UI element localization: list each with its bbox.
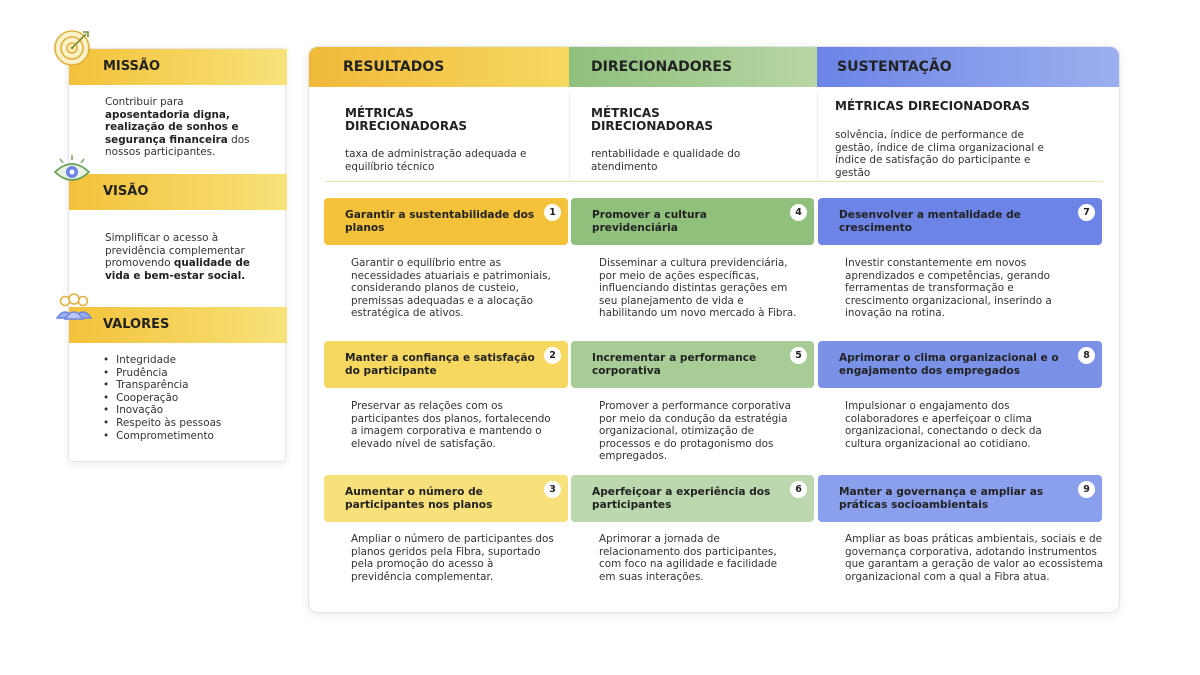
valor-item: • Cooperação: [103, 392, 221, 405]
missao-text: Contribuir para aposentadoria digna, realização de sonhos e segurança financeira dos nossos participantes.: [105, 96, 250, 159]
objective-box[interactable]: [571, 341, 814, 388]
objective-box[interactable]: [571, 475, 814, 522]
objective-text: Garantir o equilíbrio entre as necessidades atuariais e patrimoniais, considerando planos de custeio, premissas adequadas e a alocação estratégica de ativos.: [351, 257, 551, 320]
strategy-map: [308, 46, 1120, 613]
objective-number: 4: [790, 204, 807, 221]
objective-title: Garantir a sustentabilidade dos planos: [345, 209, 535, 234]
objective-number: 6: [790, 481, 807, 498]
eye-icon: [52, 152, 92, 192]
metric-title: MÉTRICAS DIRECIONADORAS: [591, 106, 713, 133]
metric-title: MÉTRICAS DIRECIONADORAS: [835, 99, 1030, 113]
missao-header: [69, 49, 287, 85]
objective-number: 2: [544, 347, 561, 364]
objective-number: 9: [1078, 481, 1095, 498]
visao-text: Simplificar o acesso à previdência complementar promovendo qualidade de vida e bem-estar social.: [105, 232, 250, 282]
missao-title: MISSÃO: [103, 59, 161, 74]
objective-box[interactable]: [571, 198, 814, 245]
objective-text: Disseminar a cultura previdenciária, por meio de ações específicas, influenciando distintas gerações em seu planejamento de vida e habilitando um novo mercado à Fibra.: [599, 257, 797, 320]
visao-header: [69, 174, 287, 210]
objective-text: Aprimorar a jornada de relacionamento dos participantes, com foco na agilidade e facilidade em suas interações.: [599, 533, 778, 583]
column-header-resultados: RESULTADOS: [309, 47, 569, 87]
objective-title: Aprimorar o clima organizacional e o engajamento dos empregados: [839, 352, 1059, 377]
objective-text: Preservar as relações com os participantes dos planos, fortalecendo a imagem corporativa e mantendo o elevado nível de satisfação.: [351, 400, 551, 450]
metric-description: solvência, índice de performance de gestão, índice de clima organizacional e índice de satisfação do participante e gestão: [835, 129, 1044, 179]
objective-number: 3: [544, 481, 561, 498]
objective-title: Promover a cultura previdenciária: [592, 209, 707, 234]
metric-title: MÉTRICAS DIRECIONADORAS: [345, 106, 467, 133]
objective-number: 7: [1078, 204, 1095, 221]
objective-title: Manter a confiança e satisfação do participante: [345, 352, 535, 377]
metric-description: taxa de administração adequada e equilíbrio técnico: [345, 148, 527, 173]
objective-text: Ampliar o número de participantes dos planos geridos pela Fibra, suportado pela promoção do acesso à previdência complementar.: [351, 533, 554, 583]
valores-list: [103, 354, 221, 442]
valor-item: • Respeito às pessoas: [103, 417, 221, 430]
objective-title: Manter a governança e ampliar as práticas socioambientais: [839, 486, 1044, 511]
objective-text: Promover a performance corporativa por meio da condução da estratégia organizacional, otimização de processos e do protagonismo dos empregados.: [599, 400, 792, 463]
column-divider: [817, 91, 818, 181]
objective-box[interactable]: [324, 198, 568, 245]
objective-box[interactable]: [324, 341, 568, 388]
valor-item: • Comprometimento: [103, 430, 221, 443]
people-icon: [54, 288, 94, 328]
target-icon: [52, 28, 92, 68]
objective-box[interactable]: [324, 475, 568, 522]
column-divider: [569, 91, 570, 181]
objective-title: Aperfeiçoar a experiência dos participantes: [592, 486, 771, 511]
valor-item: • Integridade: [103, 354, 221, 367]
section-divider: [325, 181, 1103, 182]
objective-text: Impulsionar o engajamento dos colaboradores e aperfeiçoar o clima organizacional, conectando o deck da cultura organizacional ao cotidiano.: [845, 400, 1042, 450]
objective-text: Investir constantemente em novos aprendizados e competências, gerando ferramentas de transformação e crescimento organizacional, inserindo a inovação na rotina.: [845, 257, 1052, 320]
objective-number: 1: [544, 204, 561, 221]
objective-box[interactable]: [818, 198, 1102, 245]
column-header-sustentacao: SUSTENTAÇÃO: [817, 47, 1120, 87]
objective-title: Desenvolver a mentalidade de crescimento: [839, 209, 1021, 234]
column-header-direcionadores: DIRECIONADORES: [569, 47, 817, 87]
valor-item: • Inovação: [103, 404, 221, 417]
valores-title: VALORES: [103, 317, 170, 332]
objective-title: Aumentar o número de participantes nos planos: [345, 486, 493, 511]
valores-header: [69, 307, 287, 343]
valor-item: • Prudência: [103, 367, 221, 380]
objective-box[interactable]: [818, 475, 1102, 522]
objective-number: 8: [1078, 347, 1095, 364]
visao-title: VISÃO: [103, 184, 149, 199]
objective-title: Incrementar a performance corporativa: [592, 352, 757, 377]
identity-card: [68, 48, 286, 462]
objective-number: 5: [790, 347, 807, 364]
objective-text: Ampliar as boas práticas ambientais, sociais e de governança corporativa, adotando instrumentos que garantam a geração de valor ao ecossistema organizacional com a qual a Fibra atua.: [845, 533, 1104, 583]
valor-item: • Transparência: [103, 379, 221, 392]
objective-box[interactable]: [818, 341, 1102, 388]
metric-description: rentabilidade e qualidade do atendimento: [591, 148, 741, 173]
